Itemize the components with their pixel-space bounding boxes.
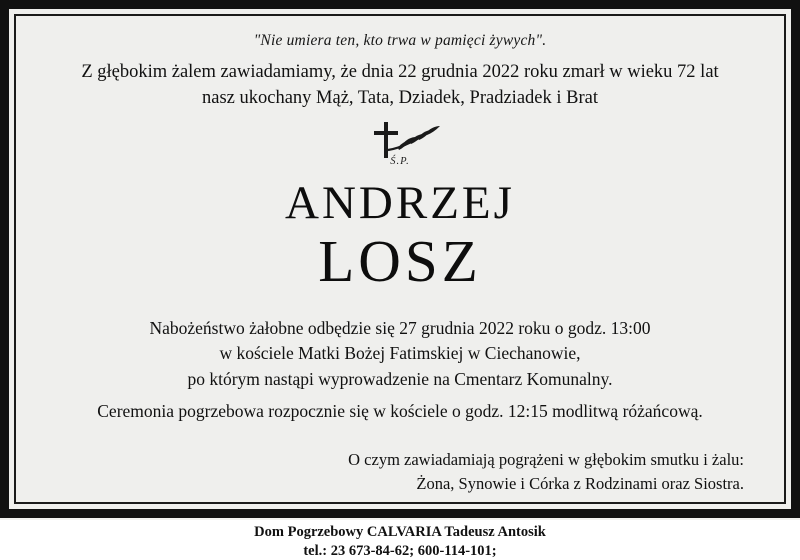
funeral-home-footer <box>0 520 800 560</box>
service-details <box>44 316 756 392</box>
border-inner-gap <box>9 9 791 509</box>
announcement-intro <box>44 59 756 112</box>
family-signature-line-1: O czym zawiadamiają pogrążeni w głębokim smutku i żalu: <box>348 450 744 470</box>
sp-abbreviation: Ś.P. <box>390 155 410 167</box>
funeral-home-name: Dom Pogrzebowy CALVARIA Tadeusz Antosik <box>254 524 546 540</box>
border-inner-rule <box>14 14 786 504</box>
emblem-container <box>44 120 756 168</box>
funeral-home-phone: tel.: 23 673-84-62; 600-114-101; <box>303 543 497 559</box>
deceased-last-name: LOSZ <box>318 228 482 295</box>
announcement-intro-line-1: Z głębokim żalem zawiadamiamy, że dnia 22 grudnia 2022 roku zmarł w wieku 72 lat <box>81 62 719 82</box>
announcement-intro-line-2: nasz ukochany Mąż, Tata, Dziadek, Pradziadek i Brat <box>202 88 598 109</box>
service-line-1: Nabożeństwo żałobne odbędzie się 27 grudnia 2022 roku o godz. 13:00 <box>149 318 651 338</box>
ceremony-line: Ceremonia pogrzebowa rozpocznie się w kościele o godz. 12:15 modlitwą różańcową. <box>97 401 703 422</box>
cross-with-palm-branch-icon <box>354 120 446 160</box>
service-line-2: w kościele Matki Bożej Fatimskiej w Ciechanowie, <box>219 343 581 364</box>
family-signature-line-2: Żona, Synowie i Córka z Rodzinami oraz Siostra. <box>416 473 744 493</box>
deceased-first-name: ANDRZEJ <box>285 176 515 229</box>
notice-content <box>16 16 784 502</box>
family-signature <box>44 448 756 495</box>
service-line-3: po którym nastąpi wyprowadzenie na Cmentarz Komunalny. <box>187 368 613 389</box>
epitaph-quote: "Nie umiera ten, kto trwa w pamięci żywych". <box>253 32 547 49</box>
